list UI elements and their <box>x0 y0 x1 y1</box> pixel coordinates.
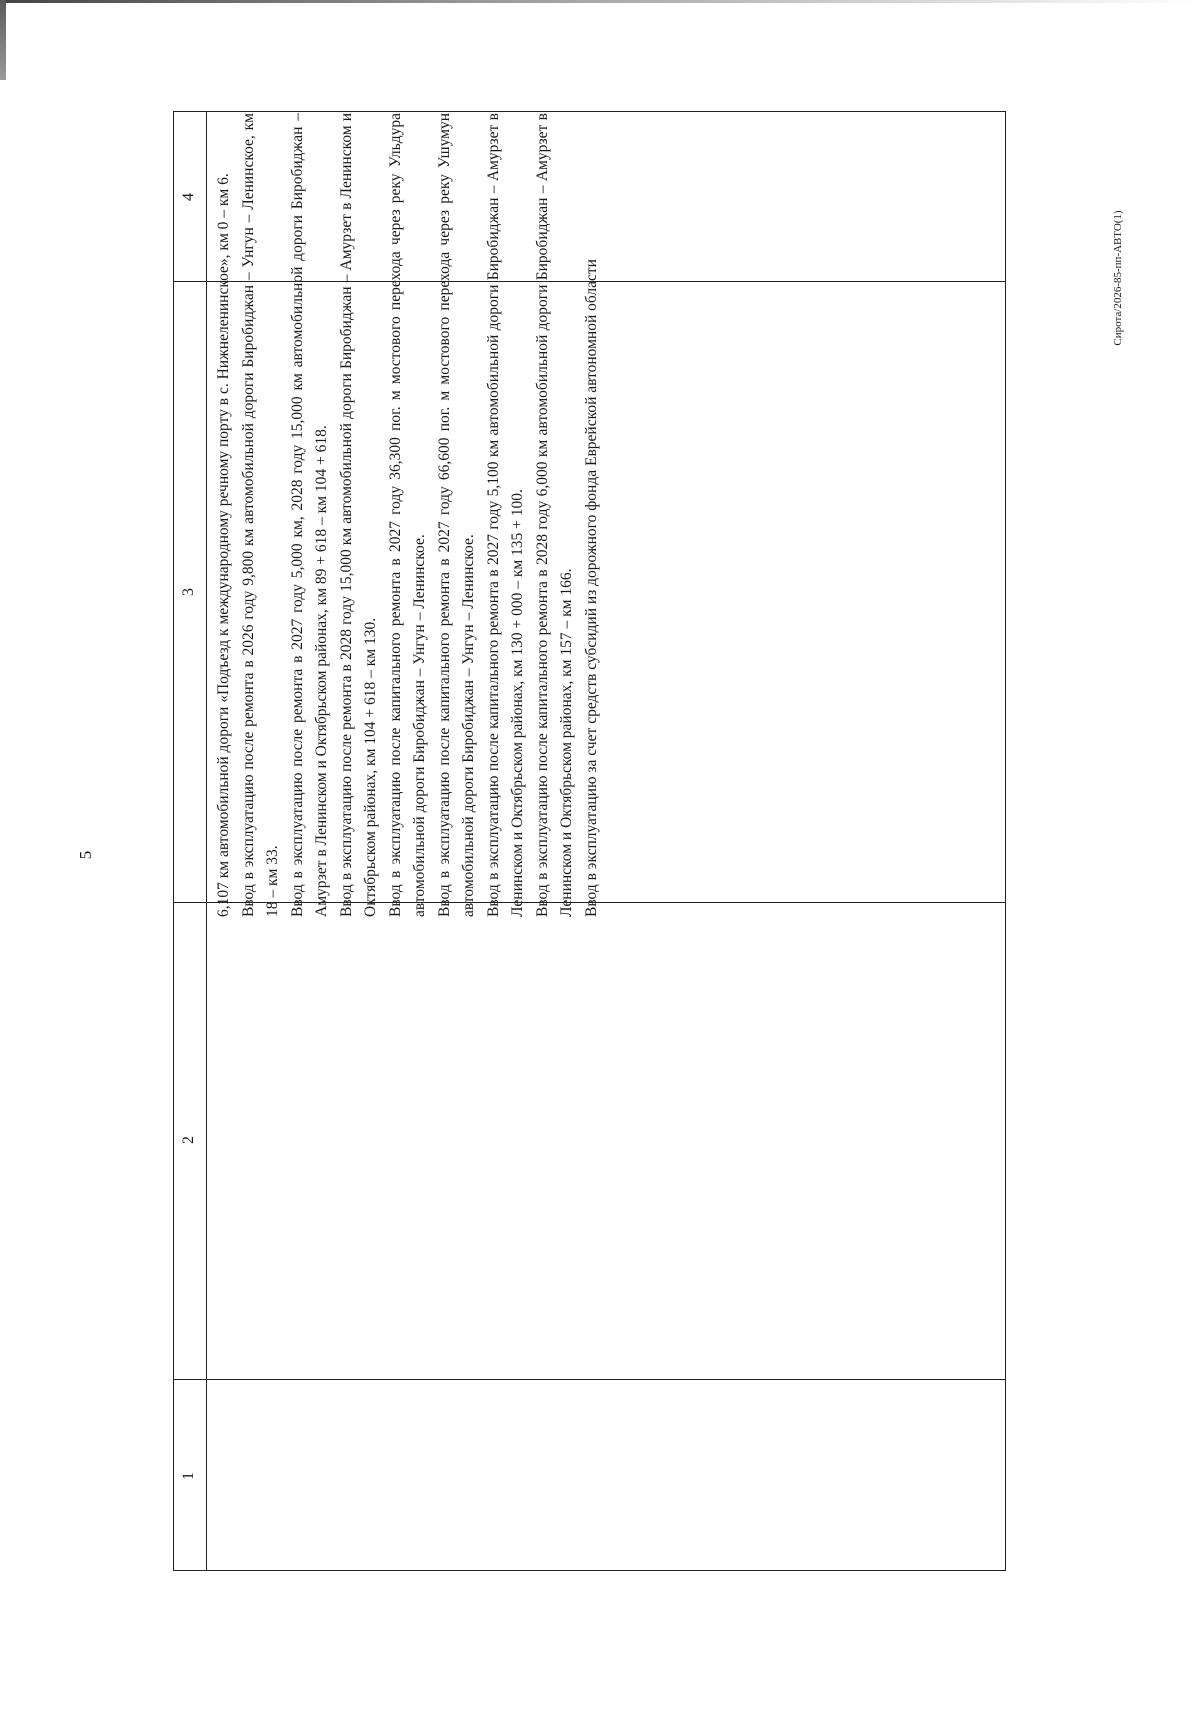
column-header-3: 3 <box>180 588 197 596</box>
table-cell-col3 <box>212 113 604 917</box>
cell-paragraph: Ввод в эксплуатацию после капитального ремонта в 2027 году 36,300 пог. м мостового перехода через реку Ульдура автомобильной дороги Биробиджан – Унгун – Ленинское. <box>386 113 428 917</box>
cell-paragraph: Ввод в эксплуатацию после капитального ремонта в 2028 году 6,000 км автомобильной дороги Биробиджан – Амурзет в Ленинском и Октябрьском районах, км 157 – км 166. <box>533 113 575 917</box>
page-number: 5 <box>76 850 95 860</box>
scan-edge-left <box>0 0 6 80</box>
column-header-1: 1 <box>180 1472 197 1480</box>
scan-edge-top <box>0 0 1200 3</box>
column-divider-2-1 <box>173 1379 1006 1380</box>
column-header-2: 2 <box>180 1136 197 1144</box>
column-header-4: 4 <box>180 193 197 201</box>
cell-paragraph: 6,107 км автомобильной дороги «Подъезд к международному речному порту в с. Нижнеленинское», км 0 – км 6. <box>215 173 232 917</box>
header-column-divider <box>206 111 207 1571</box>
cell-paragraph: Ввод в эксплуатацию после ремонта в 2026 году 9,800 км автомобильной дороги Биробиджан – Унгун – Ленинское, км 18 – км 33. <box>239 113 281 917</box>
cell-paragraph: Ввод в эксплуатацию за счет средств субсидий из дорожного фонда Еврейской автономной области <box>582 259 600 917</box>
cell-paragraph: Ввод в эксплуатацию после капитального ремонта в 2027 году 66,600 пог. м мостового перехода через реку Ушумун автомобильной дороги Биробиджан – Унгун – Ленинское. <box>435 113 477 917</box>
cell-paragraph: Ввод в эксплуатацию после ремонта в 2028 году 15,000 км автомобильной дороги Биробиджан – Амурзет в Ленинском и Октябрьском районах, км 104 + 618 – км 130. <box>337 113 379 917</box>
cell-paragraph: Ввод в эксплуатацию после капитального ремонта в 2027 году 5,100 км автомобильной дороги Биробиджан – Амурзет в Ленинском и Октябрьском районах, км 130 + 000 – км 135 + 100. <box>484 113 526 917</box>
document-code: Сирота/2026-85-пп-АВТО(1) <box>1112 210 1124 346</box>
cell-paragraph: Ввод в эксплуатацию после ремонта в 2027 году 5,000 км, 2028 году 15,000 км автомобильной дороги Биробиджан – Амурзет в Ленинском и Октябрьском районах, км 89 + 618 – км 104 + 618. <box>288 113 330 917</box>
